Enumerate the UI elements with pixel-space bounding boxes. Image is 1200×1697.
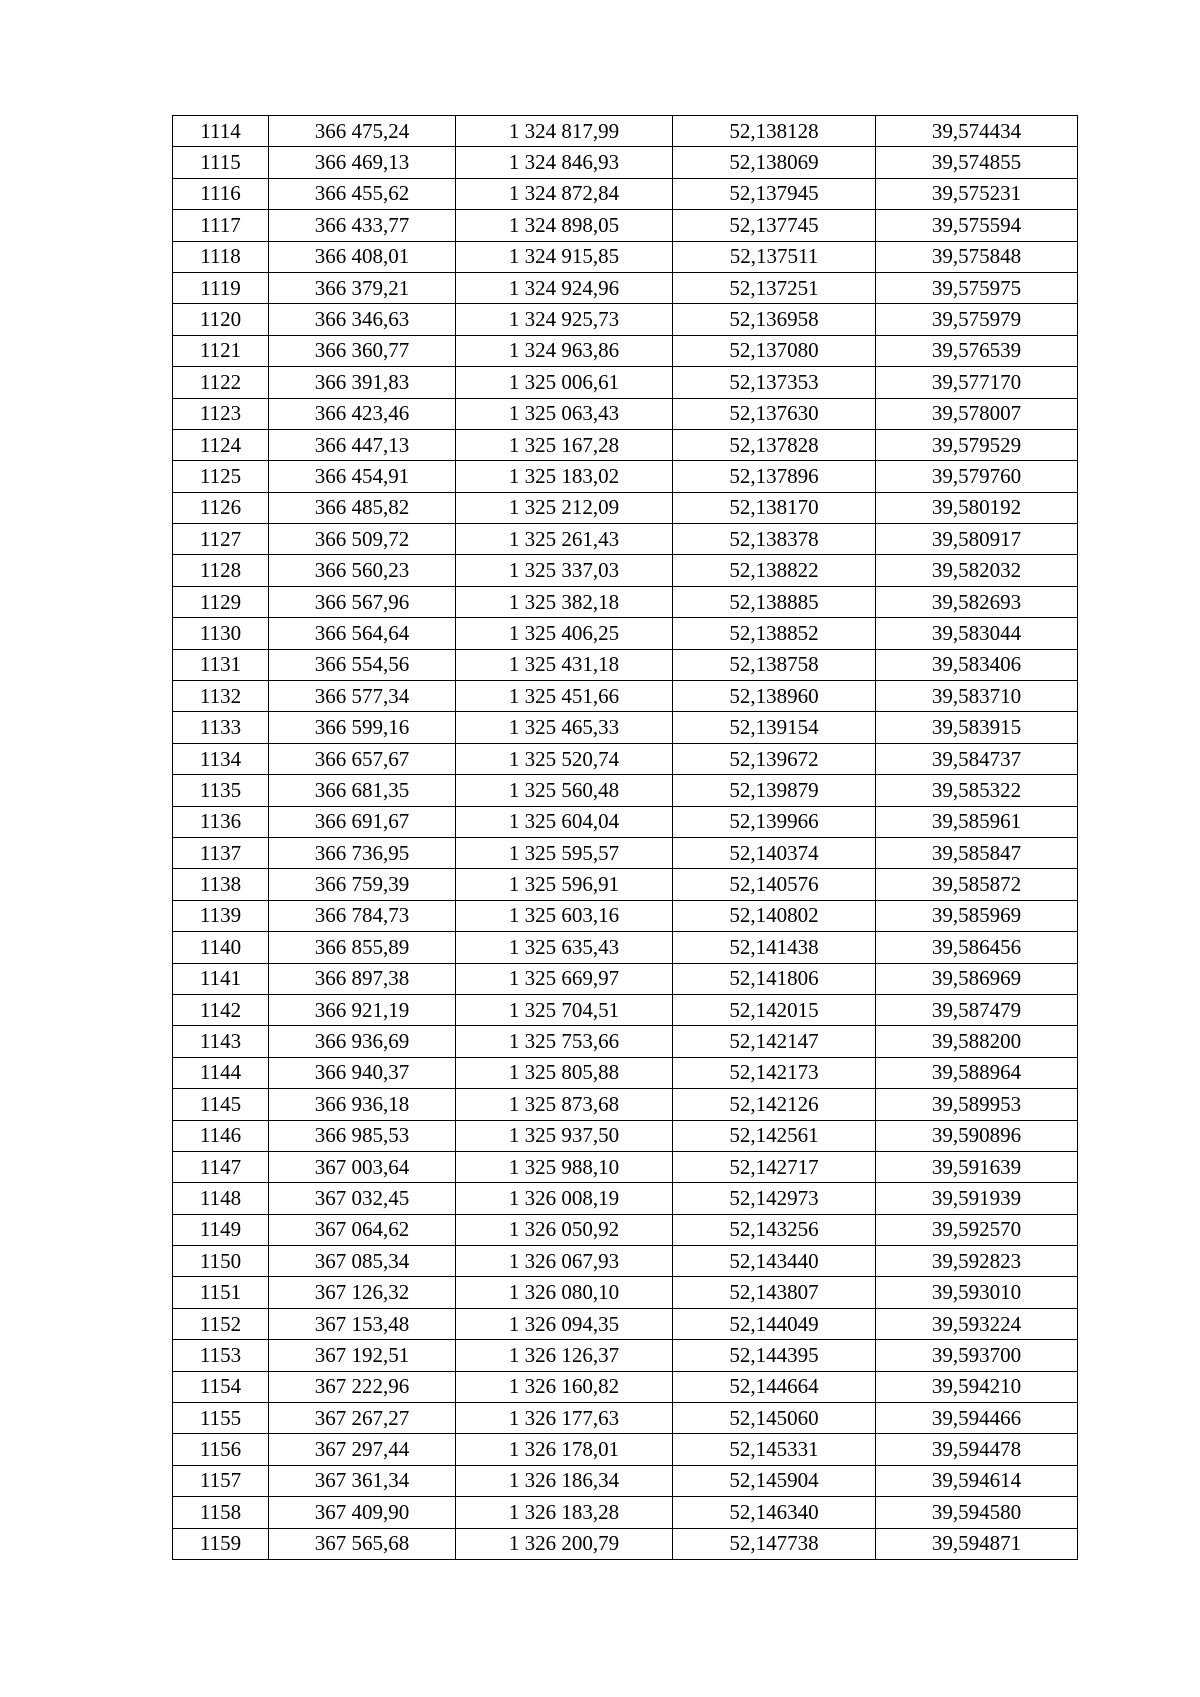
longitude-cell: 39,586456 bbox=[876, 932, 1078, 963]
longitude-cell: 39,594871 bbox=[876, 1528, 1078, 1559]
longitude-cell: 39,585847 bbox=[876, 837, 1078, 868]
y-coordinate-cell: 1 325 603,16 bbox=[456, 900, 673, 931]
table-row bbox=[173, 1026, 1078, 1057]
longitude-cell: 39,579760 bbox=[876, 461, 1078, 492]
latitude-cell: 52,141438 bbox=[673, 932, 876, 963]
y-coordinate-cell: 1 325 063,43 bbox=[456, 398, 673, 429]
table-row bbox=[173, 1340, 1078, 1371]
longitude-cell: 39,583915 bbox=[876, 712, 1078, 743]
point-number-cell: 1132 bbox=[173, 681, 269, 712]
longitude-cell: 39,583710 bbox=[876, 681, 1078, 712]
latitude-cell: 52,137251 bbox=[673, 272, 876, 303]
longitude-cell: 39,579529 bbox=[876, 429, 1078, 460]
point-number-cell: 1156 bbox=[173, 1434, 269, 1465]
y-coordinate-cell: 1 326 177,63 bbox=[456, 1403, 673, 1434]
point-number-cell: 1134 bbox=[173, 743, 269, 774]
table-row bbox=[173, 900, 1078, 931]
x-coordinate-cell: 366 577,34 bbox=[269, 681, 456, 712]
table-row bbox=[173, 681, 1078, 712]
y-coordinate-cell: 1 325 337,03 bbox=[456, 555, 673, 586]
latitude-cell: 52,138128 bbox=[673, 116, 876, 147]
point-number-cell: 1124 bbox=[173, 429, 269, 460]
table-row bbox=[173, 869, 1078, 900]
point-number-cell: 1151 bbox=[173, 1277, 269, 1308]
longitude-cell: 39,593010 bbox=[876, 1277, 1078, 1308]
longitude-cell: 39,585961 bbox=[876, 806, 1078, 837]
latitude-cell: 52,138885 bbox=[673, 586, 876, 617]
longitude-cell: 39,578007 bbox=[876, 398, 1078, 429]
table-row bbox=[173, 1465, 1078, 1496]
y-coordinate-cell: 1 324 925,73 bbox=[456, 304, 673, 335]
longitude-cell: 39,575979 bbox=[876, 304, 1078, 335]
y-coordinate-cell: 1 325 753,66 bbox=[456, 1026, 673, 1057]
y-coordinate-cell: 1 325 596,91 bbox=[456, 869, 673, 900]
table-row bbox=[173, 963, 1078, 994]
x-coordinate-cell: 366 433,77 bbox=[269, 210, 456, 241]
latitude-cell: 52,146340 bbox=[673, 1497, 876, 1528]
latitude-cell: 52,141806 bbox=[673, 963, 876, 994]
y-coordinate-cell: 1 326 183,28 bbox=[456, 1497, 673, 1528]
coordinates-table-body bbox=[173, 116, 1078, 1560]
latitude-cell: 52,138852 bbox=[673, 618, 876, 649]
table-row bbox=[173, 712, 1078, 743]
y-coordinate-cell: 1 326 178,01 bbox=[456, 1434, 673, 1465]
latitude-cell: 52,139879 bbox=[673, 775, 876, 806]
longitude-cell: 39,588964 bbox=[876, 1057, 1078, 1088]
table-row bbox=[173, 1183, 1078, 1214]
point-number-cell: 1122 bbox=[173, 367, 269, 398]
latitude-cell: 52,142147 bbox=[673, 1026, 876, 1057]
point-number-cell: 1125 bbox=[173, 461, 269, 492]
point-number-cell: 1155 bbox=[173, 1403, 269, 1434]
latitude-cell: 52,145331 bbox=[673, 1434, 876, 1465]
longitude-cell: 39,585872 bbox=[876, 869, 1078, 900]
x-coordinate-cell: 366 936,18 bbox=[269, 1089, 456, 1120]
point-number-cell: 1154 bbox=[173, 1371, 269, 1402]
y-coordinate-cell: 1 324 963,86 bbox=[456, 335, 673, 366]
coordinates-table bbox=[172, 115, 1078, 1560]
y-coordinate-cell: 1 325 451,66 bbox=[456, 681, 673, 712]
x-coordinate-cell: 366 567,96 bbox=[269, 586, 456, 617]
longitude-cell: 39,594210 bbox=[876, 1371, 1078, 1402]
point-number-cell: 1127 bbox=[173, 524, 269, 555]
y-coordinate-cell: 1 324 924,96 bbox=[456, 272, 673, 303]
y-coordinate-cell: 1 324 898,05 bbox=[456, 210, 673, 241]
latitude-cell: 52,143440 bbox=[673, 1246, 876, 1277]
point-number-cell: 1114 bbox=[173, 116, 269, 147]
table-row bbox=[173, 1277, 1078, 1308]
longitude-cell: 39,580192 bbox=[876, 492, 1078, 523]
point-number-cell: 1115 bbox=[173, 147, 269, 178]
y-coordinate-cell: 1 325 006,61 bbox=[456, 367, 673, 398]
x-coordinate-cell: 366 855,89 bbox=[269, 932, 456, 963]
table-row bbox=[173, 398, 1078, 429]
longitude-cell: 39,580917 bbox=[876, 524, 1078, 555]
latitude-cell: 52,138960 bbox=[673, 681, 876, 712]
table-row bbox=[173, 837, 1078, 868]
x-coordinate-cell: 366 509,72 bbox=[269, 524, 456, 555]
point-number-cell: 1117 bbox=[173, 210, 269, 241]
point-number-cell: 1140 bbox=[173, 932, 269, 963]
point-number-cell: 1143 bbox=[173, 1026, 269, 1057]
table-row bbox=[173, 147, 1078, 178]
y-coordinate-cell: 1 325 635,43 bbox=[456, 932, 673, 963]
longitude-cell: 39,585322 bbox=[876, 775, 1078, 806]
point-number-cell: 1128 bbox=[173, 555, 269, 586]
point-number-cell: 1141 bbox=[173, 963, 269, 994]
latitude-cell: 52,140374 bbox=[673, 837, 876, 868]
latitude-cell: 52,144049 bbox=[673, 1308, 876, 1339]
y-coordinate-cell: 1 325 465,33 bbox=[456, 712, 673, 743]
y-coordinate-cell: 1 325 431,18 bbox=[456, 649, 673, 680]
table-row bbox=[173, 775, 1078, 806]
latitude-cell: 52,137945 bbox=[673, 178, 876, 209]
point-number-cell: 1159 bbox=[173, 1528, 269, 1559]
x-coordinate-cell: 367 297,44 bbox=[269, 1434, 456, 1465]
longitude-cell: 39,594580 bbox=[876, 1497, 1078, 1528]
longitude-cell: 39,594466 bbox=[876, 1403, 1078, 1434]
latitude-cell: 52,138170 bbox=[673, 492, 876, 523]
table-row bbox=[173, 586, 1078, 617]
y-coordinate-cell: 1 325 873,68 bbox=[456, 1089, 673, 1120]
x-coordinate-cell: 367 267,27 bbox=[269, 1403, 456, 1434]
latitude-cell: 52,136958 bbox=[673, 304, 876, 335]
point-number-cell: 1121 bbox=[173, 335, 269, 366]
longitude-cell: 39,591939 bbox=[876, 1183, 1078, 1214]
x-coordinate-cell: 366 423,46 bbox=[269, 398, 456, 429]
longitude-cell: 39,586969 bbox=[876, 963, 1078, 994]
x-coordinate-cell: 366 447,13 bbox=[269, 429, 456, 460]
latitude-cell: 52,144664 bbox=[673, 1371, 876, 1402]
y-coordinate-cell: 1 325 669,97 bbox=[456, 963, 673, 994]
y-coordinate-cell: 1 325 212,09 bbox=[456, 492, 673, 523]
table-row bbox=[173, 272, 1078, 303]
x-coordinate-cell: 366 564,64 bbox=[269, 618, 456, 649]
x-coordinate-cell: 366 379,21 bbox=[269, 272, 456, 303]
point-number-cell: 1137 bbox=[173, 837, 269, 868]
y-coordinate-cell: 1 326 200,79 bbox=[456, 1528, 673, 1559]
longitude-cell: 39,587479 bbox=[876, 994, 1078, 1025]
table-row bbox=[173, 1434, 1078, 1465]
longitude-cell: 39,582693 bbox=[876, 586, 1078, 617]
point-number-cell: 1135 bbox=[173, 775, 269, 806]
table-row bbox=[173, 743, 1078, 774]
point-number-cell: 1133 bbox=[173, 712, 269, 743]
longitude-cell: 39,585969 bbox=[876, 900, 1078, 931]
x-coordinate-cell: 366 455,62 bbox=[269, 178, 456, 209]
latitude-cell: 52,137511 bbox=[673, 241, 876, 272]
latitude-cell: 52,140802 bbox=[673, 900, 876, 931]
x-coordinate-cell: 367 565,68 bbox=[269, 1528, 456, 1559]
x-coordinate-cell: 366 469,13 bbox=[269, 147, 456, 178]
point-number-cell: 1116 bbox=[173, 178, 269, 209]
y-coordinate-cell: 1 324 872,84 bbox=[456, 178, 673, 209]
latitude-cell: 52,139672 bbox=[673, 743, 876, 774]
x-coordinate-cell: 366 985,53 bbox=[269, 1120, 456, 1151]
x-coordinate-cell: 366 936,69 bbox=[269, 1026, 456, 1057]
y-coordinate-cell: 1 326 067,93 bbox=[456, 1246, 673, 1277]
longitude-cell: 39,593700 bbox=[876, 1340, 1078, 1371]
latitude-cell: 52,137745 bbox=[673, 210, 876, 241]
point-number-cell: 1152 bbox=[173, 1308, 269, 1339]
table-row bbox=[173, 116, 1078, 147]
latitude-cell: 52,138822 bbox=[673, 555, 876, 586]
table-row bbox=[173, 492, 1078, 523]
point-number-cell: 1142 bbox=[173, 994, 269, 1025]
x-coordinate-cell: 367 085,34 bbox=[269, 1246, 456, 1277]
longitude-cell: 39,593224 bbox=[876, 1308, 1078, 1339]
latitude-cell: 52,138069 bbox=[673, 147, 876, 178]
latitude-cell: 52,137896 bbox=[673, 461, 876, 492]
table-row bbox=[173, 1089, 1078, 1120]
x-coordinate-cell: 366 346,63 bbox=[269, 304, 456, 335]
latitude-cell: 52,142173 bbox=[673, 1057, 876, 1088]
x-coordinate-cell: 366 475,24 bbox=[269, 116, 456, 147]
latitude-cell: 52,145904 bbox=[673, 1465, 876, 1496]
y-coordinate-cell: 1 325 595,57 bbox=[456, 837, 673, 868]
y-coordinate-cell: 1 326 160,82 bbox=[456, 1371, 673, 1402]
x-coordinate-cell: 366 897,38 bbox=[269, 963, 456, 994]
point-number-cell: 1150 bbox=[173, 1246, 269, 1277]
x-coordinate-cell: 366 681,35 bbox=[269, 775, 456, 806]
x-coordinate-cell: 367 361,34 bbox=[269, 1465, 456, 1496]
y-coordinate-cell: 1 326 050,92 bbox=[456, 1214, 673, 1245]
latitude-cell: 52,137353 bbox=[673, 367, 876, 398]
table-row bbox=[173, 649, 1078, 680]
latitude-cell: 52,142126 bbox=[673, 1089, 876, 1120]
latitude-cell: 52,142561 bbox=[673, 1120, 876, 1151]
x-coordinate-cell: 366 921,19 bbox=[269, 994, 456, 1025]
x-coordinate-cell: 367 192,51 bbox=[269, 1340, 456, 1371]
y-coordinate-cell: 1 326 094,35 bbox=[456, 1308, 673, 1339]
x-coordinate-cell: 366 657,67 bbox=[269, 743, 456, 774]
y-coordinate-cell: 1 325 937,50 bbox=[456, 1120, 673, 1151]
point-number-cell: 1119 bbox=[173, 272, 269, 303]
point-number-cell: 1118 bbox=[173, 241, 269, 272]
longitude-cell: 39,584737 bbox=[876, 743, 1078, 774]
table-row bbox=[173, 335, 1078, 366]
x-coordinate-cell: 367 064,62 bbox=[269, 1214, 456, 1245]
point-number-cell: 1129 bbox=[173, 586, 269, 617]
y-coordinate-cell: 1 326 080,10 bbox=[456, 1277, 673, 1308]
point-number-cell: 1123 bbox=[173, 398, 269, 429]
longitude-cell: 39,576539 bbox=[876, 335, 1078, 366]
latitude-cell: 52,139966 bbox=[673, 806, 876, 837]
longitude-cell: 39,592823 bbox=[876, 1246, 1078, 1277]
longitude-cell: 39,591639 bbox=[876, 1151, 1078, 1182]
table-row bbox=[173, 367, 1078, 398]
point-number-cell: 1146 bbox=[173, 1120, 269, 1151]
longitude-cell: 39,582032 bbox=[876, 555, 1078, 586]
x-coordinate-cell: 366 485,82 bbox=[269, 492, 456, 523]
y-coordinate-cell: 1 325 382,18 bbox=[456, 586, 673, 617]
table-row bbox=[173, 806, 1078, 837]
y-coordinate-cell: 1 324 846,93 bbox=[456, 147, 673, 178]
table-row bbox=[173, 241, 1078, 272]
x-coordinate-cell: 366 554,56 bbox=[269, 649, 456, 680]
x-coordinate-cell: 366 691,67 bbox=[269, 806, 456, 837]
x-coordinate-cell: 367 003,64 bbox=[269, 1151, 456, 1182]
y-coordinate-cell: 1 326 186,34 bbox=[456, 1465, 673, 1496]
latitude-cell: 52,145060 bbox=[673, 1403, 876, 1434]
x-coordinate-cell: 367 153,48 bbox=[269, 1308, 456, 1339]
x-coordinate-cell: 366 408,01 bbox=[269, 241, 456, 272]
latitude-cell: 52,144395 bbox=[673, 1340, 876, 1371]
latitude-cell: 52,147738 bbox=[673, 1528, 876, 1559]
table-row bbox=[173, 618, 1078, 649]
table-row bbox=[173, 1308, 1078, 1339]
longitude-cell: 39,574855 bbox=[876, 147, 1078, 178]
x-coordinate-cell: 366 560,23 bbox=[269, 555, 456, 586]
latitude-cell: 52,140576 bbox=[673, 869, 876, 900]
point-number-cell: 1157 bbox=[173, 1465, 269, 1496]
point-number-cell: 1136 bbox=[173, 806, 269, 837]
longitude-cell: 39,583044 bbox=[876, 618, 1078, 649]
y-coordinate-cell: 1 325 520,74 bbox=[456, 743, 673, 774]
longitude-cell: 39,589953 bbox=[876, 1089, 1078, 1120]
latitude-cell: 52,139154 bbox=[673, 712, 876, 743]
table-row bbox=[173, 1120, 1078, 1151]
x-coordinate-cell: 367 032,45 bbox=[269, 1183, 456, 1214]
point-number-cell: 1147 bbox=[173, 1151, 269, 1182]
x-coordinate-cell: 367 222,96 bbox=[269, 1371, 456, 1402]
x-coordinate-cell: 366 784,73 bbox=[269, 900, 456, 931]
point-number-cell: 1144 bbox=[173, 1057, 269, 1088]
x-coordinate-cell: 366 759,39 bbox=[269, 869, 456, 900]
table-row bbox=[173, 555, 1078, 586]
table-row bbox=[173, 1403, 1078, 1434]
y-coordinate-cell: 1 325 560,48 bbox=[456, 775, 673, 806]
latitude-cell: 52,142973 bbox=[673, 1183, 876, 1214]
table-row bbox=[173, 1057, 1078, 1088]
y-coordinate-cell: 1 325 604,04 bbox=[456, 806, 673, 837]
longitude-cell: 39,594478 bbox=[876, 1434, 1078, 1465]
y-coordinate-cell: 1 325 406,25 bbox=[456, 618, 673, 649]
table-row bbox=[173, 1371, 1078, 1402]
longitude-cell: 39,592570 bbox=[876, 1214, 1078, 1245]
x-coordinate-cell: 366 360,77 bbox=[269, 335, 456, 366]
longitude-cell: 39,594614 bbox=[876, 1465, 1078, 1496]
y-coordinate-cell: 1 325 704,51 bbox=[456, 994, 673, 1025]
y-coordinate-cell: 1 326 126,37 bbox=[456, 1340, 673, 1371]
x-coordinate-cell: 367 409,90 bbox=[269, 1497, 456, 1528]
point-number-cell: 1148 bbox=[173, 1183, 269, 1214]
latitude-cell: 52,138378 bbox=[673, 524, 876, 555]
point-number-cell: 1145 bbox=[173, 1089, 269, 1120]
y-coordinate-cell: 1 325 167,28 bbox=[456, 429, 673, 460]
y-coordinate-cell: 1 326 008,19 bbox=[456, 1183, 673, 1214]
longitude-cell: 39,588200 bbox=[876, 1026, 1078, 1057]
longitude-cell: 39,590896 bbox=[876, 1120, 1078, 1151]
latitude-cell: 52,143807 bbox=[673, 1277, 876, 1308]
longitude-cell: 39,575231 bbox=[876, 178, 1078, 209]
x-coordinate-cell: 366 454,91 bbox=[269, 461, 456, 492]
x-coordinate-cell: 366 599,16 bbox=[269, 712, 456, 743]
point-number-cell: 1139 bbox=[173, 900, 269, 931]
table-row bbox=[173, 1497, 1078, 1528]
table-row bbox=[173, 429, 1078, 460]
point-number-cell: 1130 bbox=[173, 618, 269, 649]
table-row bbox=[173, 1528, 1078, 1559]
y-coordinate-cell: 1 325 805,88 bbox=[456, 1057, 673, 1088]
point-number-cell: 1149 bbox=[173, 1214, 269, 1245]
point-number-cell: 1120 bbox=[173, 304, 269, 335]
table-row bbox=[173, 994, 1078, 1025]
table-row bbox=[173, 461, 1078, 492]
longitude-cell: 39,575975 bbox=[876, 272, 1078, 303]
latitude-cell: 52,138758 bbox=[673, 649, 876, 680]
latitude-cell: 52,142717 bbox=[673, 1151, 876, 1182]
y-coordinate-cell: 1 325 261,43 bbox=[456, 524, 673, 555]
point-number-cell: 1153 bbox=[173, 1340, 269, 1371]
table-row bbox=[173, 932, 1078, 963]
y-coordinate-cell: 1 325 183,02 bbox=[456, 461, 673, 492]
x-coordinate-cell: 367 126,32 bbox=[269, 1277, 456, 1308]
point-number-cell: 1126 bbox=[173, 492, 269, 523]
longitude-cell: 39,575594 bbox=[876, 210, 1078, 241]
longitude-cell: 39,575848 bbox=[876, 241, 1078, 272]
table-row bbox=[173, 304, 1078, 335]
longitude-cell: 39,577170 bbox=[876, 367, 1078, 398]
latitude-cell: 52,143256 bbox=[673, 1214, 876, 1245]
latitude-cell: 52,137630 bbox=[673, 398, 876, 429]
table-row bbox=[173, 524, 1078, 555]
x-coordinate-cell: 366 391,83 bbox=[269, 367, 456, 398]
longitude-cell: 39,583406 bbox=[876, 649, 1078, 680]
table-row bbox=[173, 210, 1078, 241]
latitude-cell: 52,137080 bbox=[673, 335, 876, 366]
x-coordinate-cell: 366 940,37 bbox=[269, 1057, 456, 1088]
y-coordinate-cell: 1 324 817,99 bbox=[456, 116, 673, 147]
point-number-cell: 1131 bbox=[173, 649, 269, 680]
longitude-cell: 39,574434 bbox=[876, 116, 1078, 147]
y-coordinate-cell: 1 325 988,10 bbox=[456, 1151, 673, 1182]
point-number-cell: 1158 bbox=[173, 1497, 269, 1528]
latitude-cell: 52,142015 bbox=[673, 994, 876, 1025]
point-number-cell: 1138 bbox=[173, 869, 269, 900]
y-coordinate-cell: 1 324 915,85 bbox=[456, 241, 673, 272]
latitude-cell: 52,137828 bbox=[673, 429, 876, 460]
table-row bbox=[173, 1151, 1078, 1182]
table-row bbox=[173, 1246, 1078, 1277]
table-row bbox=[173, 1214, 1078, 1245]
table-row bbox=[173, 178, 1078, 209]
x-coordinate-cell: 366 736,95 bbox=[269, 837, 456, 868]
